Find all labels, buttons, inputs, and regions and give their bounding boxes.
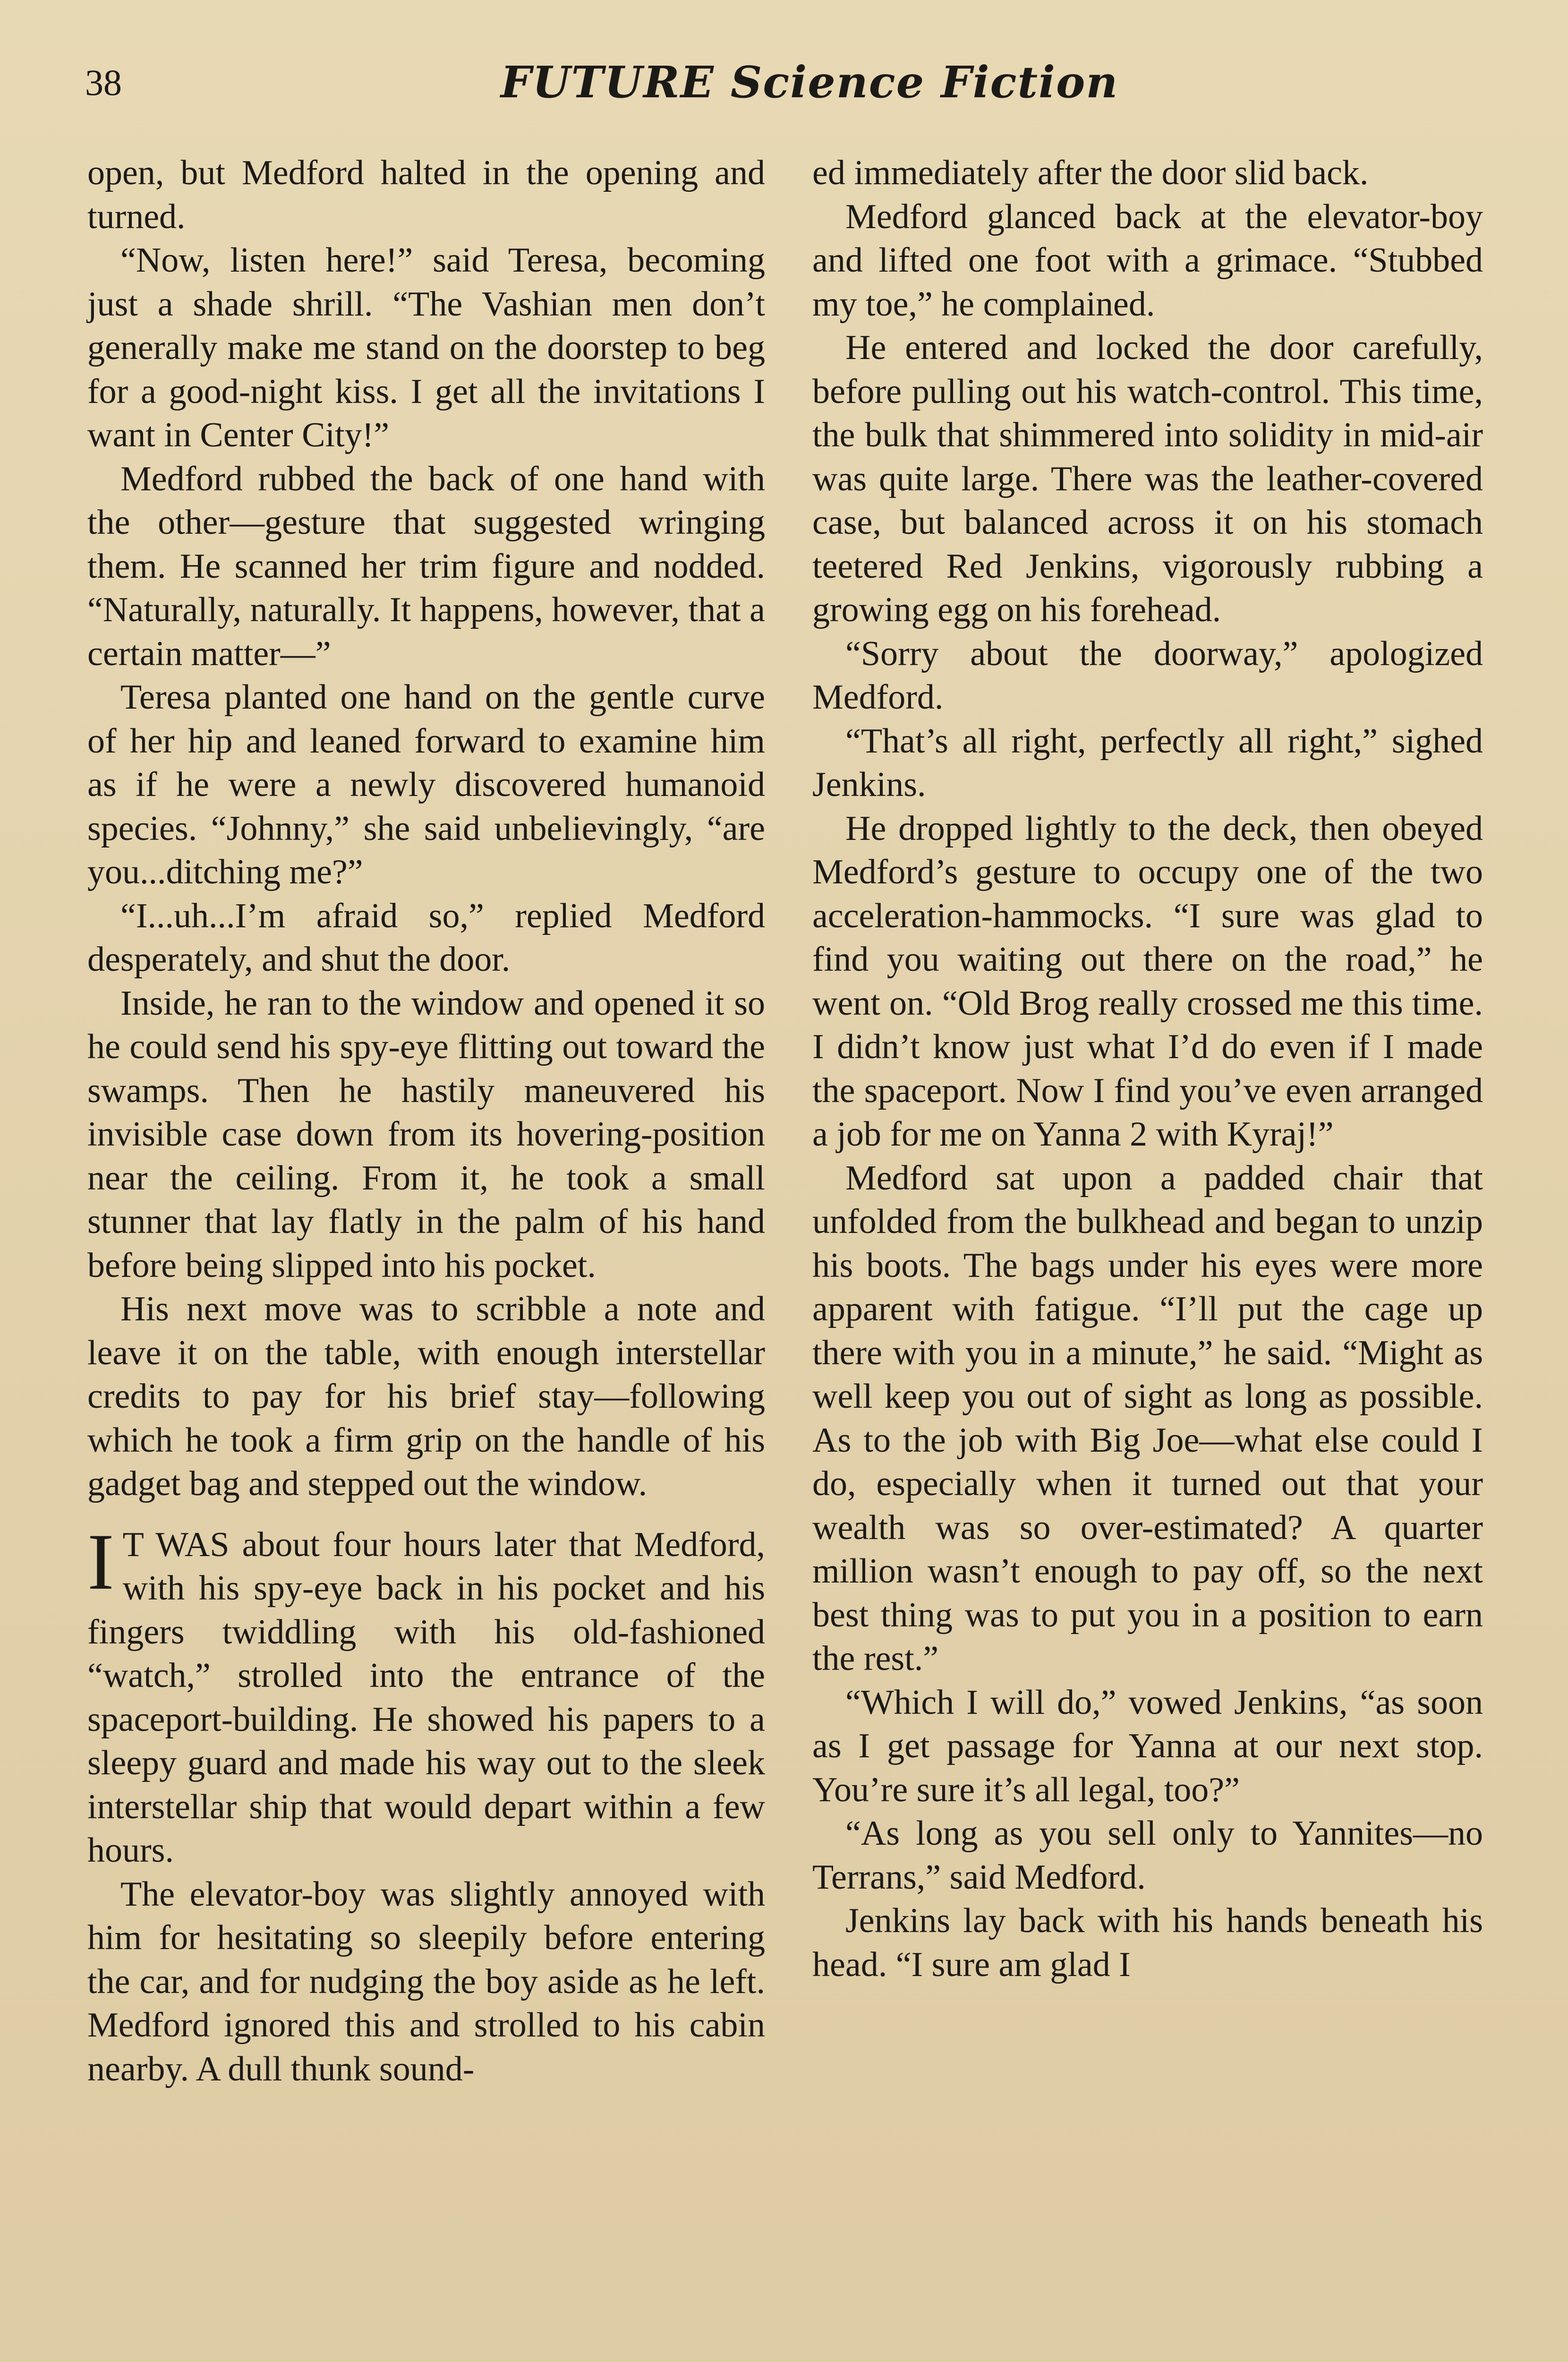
paragraph: ed immediately after the door slid back. [812, 154, 1369, 192]
paragraph: He entered and locked the door carefully, before pulling out his watch-control. This time, the bulk that shimmered into solidity in mid-air was quite large. There was the leather-covered case, but balanced across it on his stomach teetered Red Jenkins, vigorously rubbing a growing egg on his forehead. [812, 328, 1483, 629]
page-number: 38 [85, 62, 122, 103]
left-column [87, 151, 765, 2091]
page-header [85, 52, 1502, 108]
paragraph: Medford sat upon a padded chair that unfolded from the bulkhead and began to unzip his boots. The bags under his eyes were more apparent with fatigue. “I’ll put the cage up there with you in a minute,” he said. “Might as well keep you out of sight as long as possible. As to the job with Big Joe—what else could I do, especially when it turned out that your wealth was so over-estimated? A quarter million wasn’t enough to pay off, so the next best thing was to put you in a position to earn the rest.” [812, 1158, 1483, 1678]
paragraph: His next move was to scribble a note and leave it on the table, with enough interstellar credits to pay for his brief stay—following which he took a firm grip on the handle of his gadget bag and stepped out the window. [87, 1290, 765, 1503]
paragraph: Inside, he ran to the window and opened it so he could send his spy-eye flitting out toward the swamps. Then he hastily maneuvered his invisible case down from its hovering-position near the ceiling. From it, he took a small stunner that lay flatly in the palm of his hand before being slipped into his pocket. [87, 984, 765, 1285]
paragraph: “Which I will do,” vowed Jenkins, “as soon as I get passage for Yanna at our next stop. You’re sure it’s all legal, too?” [812, 1683, 1483, 1809]
paragraph: He dropped lightly to the deck, then obeyed Medford’s gesture to occupy one of the two acceleration-hammocks. “I sure was glad to find you waiting out there on the road,” he went on. “Old Brog really crossed me this time. I didn’t know just what I’d do even if I made the spaceport. Now I find you’ve even arranged a job for me on Yanna 2 with Kyraj!” [812, 809, 1483, 1154]
paragraph: “Sorry about the doorway,” apologized Medford. [812, 634, 1483, 717]
paragraph: Medford rubbed the back of one hand with the other—gesture that suggested wringing them. He scanned her trim figure and nodded. “Naturally, naturally. It happens, however, that a certain matter—” [87, 459, 765, 673]
paragraph: open, but Medford halted in the opening and turned. [87, 154, 765, 236]
paragraph: The elevator-boy was slightly annoyed with him for hesitating so sleepily before entering the car, and for nudging the boy aside as he left. Medford ignored this and strolled to his cabin nearby. A dull thunk sound- [87, 1874, 765, 2088]
section-opening-paragraph [87, 1517, 765, 1873]
paragraph: “That’s all right, perfectly all right,” sighed Jenkins. [812, 721, 1483, 804]
paragraph: Teresa planted one hand on the gentle curve of her hip and leaned forward to examine him as if he were a newly discovered humanoid species. “Johnny,” she said unbelievingly, “are you...ditching me?” [87, 678, 765, 891]
paragraph: “I...uh...I’m afraid so,” replied Medford desperately, and shut the door. [87, 896, 765, 979]
magazine-title: FUTURE Science Fiction [501, 57, 1119, 108]
paragraph: “As long as you sell only to Yannites—no Terrans,” said Medford. [812, 1814, 1483, 1897]
section-opening-text: T WAS about four hours later that Medford, with his spy-eye back in his pocket and his fingers twiddling with his old-fashioned “watch,” strolled into the entrance of the spaceport-building. He showed his papers to a sleepy guard and made his way out to the sleek interstellar ship that would depart within a few hours. [87, 1525, 765, 1870]
drop-cap: I [87, 1517, 114, 1606]
paragraph: “Now, listen here!” said Teresa, becoming just a shade shrill. “The Vashian men don’t generally make me stand on the doorstep to beg for a good-night kiss. I get all the invitations I want in Center City!” [87, 241, 765, 454]
right-column [812, 151, 1483, 1986]
paragraph: Medford glanced back at the elevator-boy and lifted one foot with a grimace. “Stubbed my toe,” he complained. [812, 197, 1483, 324]
paragraph: Jenkins lay back with his hands beneath his head. “I sure am glad I [812, 1901, 1483, 1984]
